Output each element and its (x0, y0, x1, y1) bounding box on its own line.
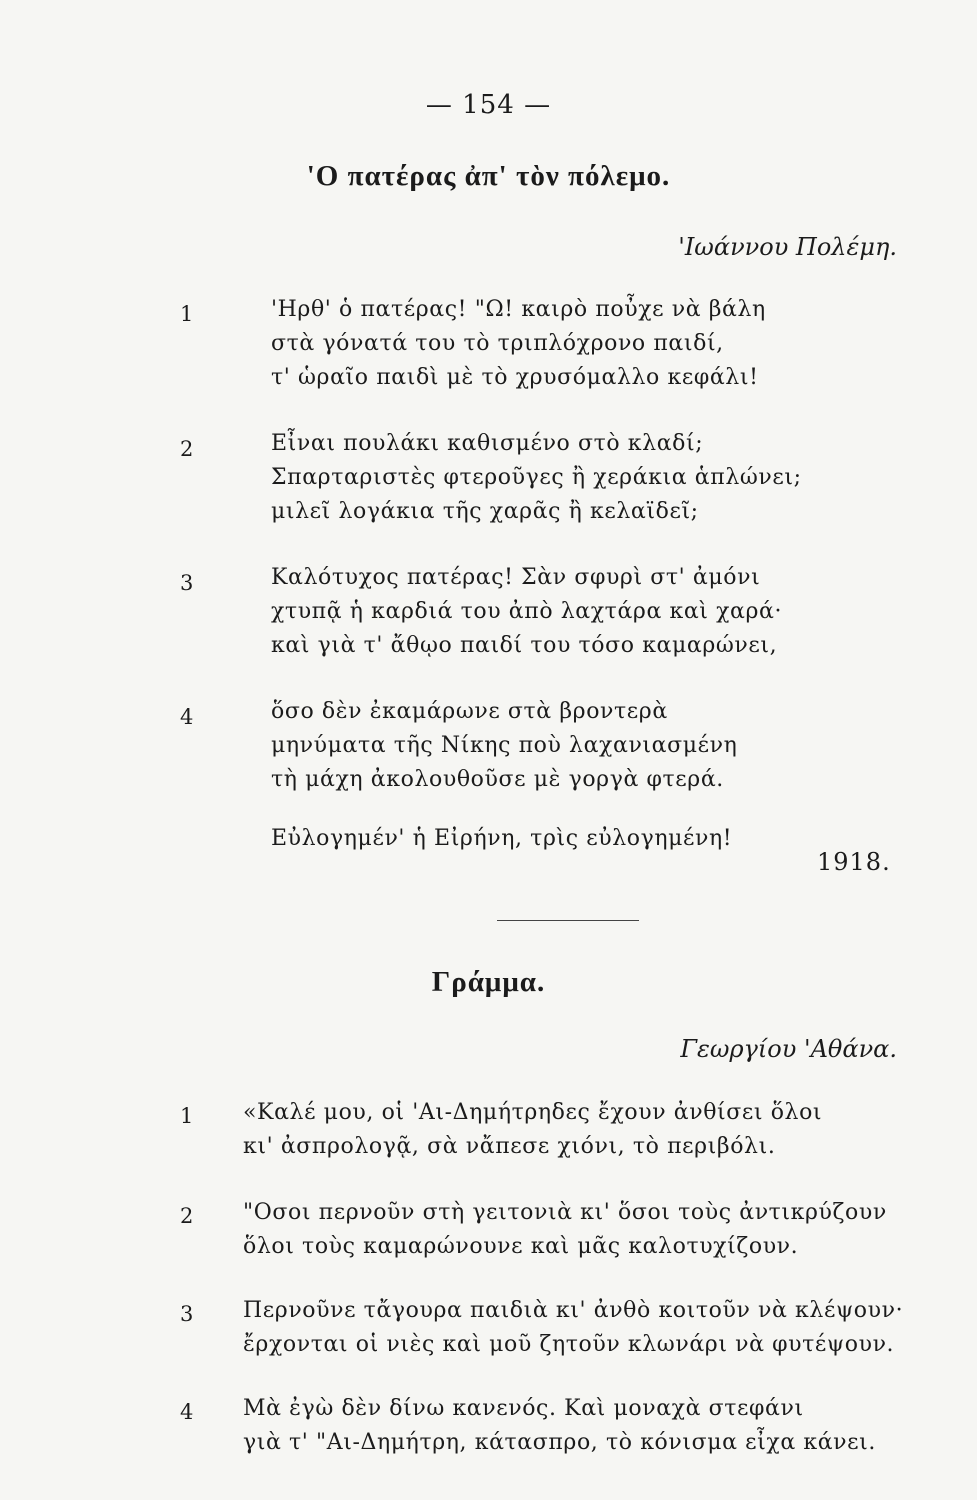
verse-line: στὰ γόνατά του τὸ τριπλόχρονο παιδί, (271, 331, 724, 356)
poem2-stanza-4 (243, 1392, 876, 1460)
verse-line: μιλεῖ λογάκια τῆς χαρᾶς ἢ κελαϊδεῖ; (271, 499, 699, 524)
poem2-stanza-number-3: 3 (180, 1302, 194, 1326)
verse-line: τ' ὡραῖο παιδὶ μὲ τὸ χρυσόμαλλο κεφάλι! (271, 365, 759, 390)
verse-line: χτυπᾷ ἡ καρδιά του ἀπὸ λαχτάρα καὶ χαρά· (271, 599, 783, 624)
poem1-author: 'Ιωάννου Πολέμη. (678, 233, 897, 261)
verse-line: ὅλοι τοὺς καμαρώνουνε καὶ μᾶς καλοτυχίζουν. (243, 1234, 799, 1259)
section-divider (497, 920, 639, 921)
verse-line: καὶ γιὰ τ' ἄθῳο παιδί του τόσο καμαρώνει, (271, 633, 778, 658)
verse-line: Μὰ ἐγὼ δὲν δίνω κανενός. Καὶ μοναχὰ στεφάνι (243, 1396, 804, 1421)
verse-line: γιὰ τ' "Αι-Δημήτρη, κάτασπρο, τὸ κόνισμα εἶχα κάνει. (243, 1430, 876, 1455)
poem2-stanza-number-2: 2 (180, 1204, 194, 1228)
verse-line: «Καλέ μου, οἱ 'Αι-Δημήτρηδες ἔχουν ἀνθίσει ὅλοι (243, 1100, 823, 1125)
verse-line: ἔρχονται οἱ νιὲς καὶ μοῦ ζητοῦν κλωνάρι νὰ φυτέψουν. (243, 1332, 895, 1357)
verse-line: Εἶναι πουλάκι καθισμένο στὸ κλαδί; (271, 431, 704, 456)
poem2-stanza-1 (243, 1096, 822, 1164)
poem1-stanza-number-4: 4 (180, 705, 194, 729)
poem1-stanza-number-1: 1 (180, 302, 194, 326)
poem1-stanza-2 (271, 427, 802, 529)
verse-line: 'Ηρθ' ὁ πατέρας! "Ω! καιρὸ ποὖχε νὰ βάλη (271, 297, 766, 322)
verse-line: τὴ μάχη ἀκολουθοῦσε μὲ γοργὰ φτερά. (271, 767, 724, 792)
poem1-date: 1918. (817, 848, 891, 876)
verse-line: ὅσο δὲν ἐκαμάρωνε στὰ βροντερὰ (271, 699, 668, 724)
poem2-title: Γράμμα. (431, 966, 546, 998)
verse-line: Περνοῦνε τἄγουρα παιδιὰ κι' ἀνθὸ κοιτοῦν νὰ κλέψουν· (243, 1298, 904, 1323)
poem2-author: Γεωργίου 'Αθάνα. (680, 1035, 897, 1063)
poem1-stanza-number-3: 3 (180, 571, 194, 595)
verse-line: Σπαρταριστὲς φτεροῦγες ἢ χεράκια ἁπλώνει; (271, 465, 802, 490)
poem1-title: 'Ο πατέρας ἀπ' τὸν πόλεμο. (306, 160, 671, 192)
poem1-stanza-number-2: 2 (180, 437, 194, 461)
poem1-stanza-1 (271, 293, 766, 395)
verse-line: μηνύματα τῆς Νίκης ποὺ λαχανιασμένη (271, 733, 738, 758)
poem1-stanza-4 (271, 695, 737, 797)
verse-line: "Οσοι περνοῦν στὴ γειτονιὰ κι' ὅσοι τοὺς ἀντικρύζουν (243, 1200, 887, 1225)
poem2-stanza-3 (243, 1294, 903, 1362)
poem1-closing-line: Εὐλογημέν' ἡ Εἰρήνη, τρὶς εὐλογημένη! (271, 826, 733, 851)
verse-line: Καλότυχος πατέρας! Σὰν σφυρὶ στ' ἀμόνι (271, 565, 761, 590)
page-number: — 154 — (425, 90, 552, 120)
poem2-stanza-number-4: 4 (180, 1400, 194, 1424)
poem1-stanza-3 (271, 561, 782, 663)
poem2-stanza-2 (243, 1196, 887, 1264)
verse-line: κι' ἀσπρολογᾷ, σὰ νἄπεσε χιόνι, τὸ περιβόλι. (243, 1134, 776, 1159)
poem2-stanza-number-1: 1 (180, 1104, 194, 1128)
